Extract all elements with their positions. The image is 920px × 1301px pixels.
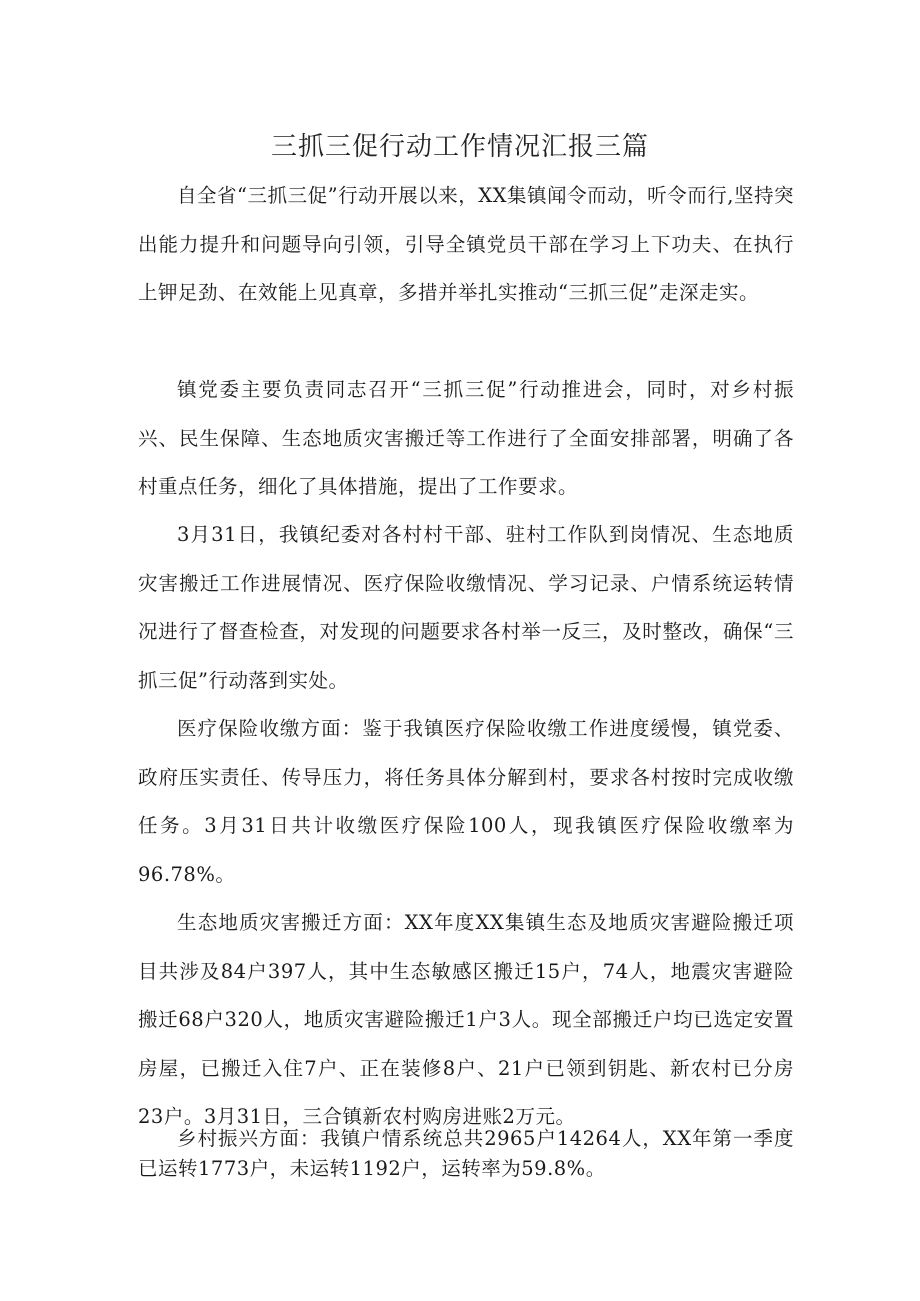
paragraph-medical-insurance: 医疗保险收缴方面：鉴于我镇医疗保险收缴工作进度缓慢，镇党委、政府压实责任、传导压力，将任务具体分解到村，要求各村按时完成收缴任务。3月31日共计收缴医疗保险100人，现我镇医疗保险收缴率为96.78%。 [138,717,794,886]
paragraph-rural-revitalization: 乡村振兴方面：我镇户情系统总共2965户14264人，XX年第一季度已运转1773户，未运转1192户，运转率为59.8%。 [138,1127,794,1180]
paragraph-meeting: 镇党委主要负责同志召开“三抓三促”行动推进会，同时，对乡村振兴、民生保障、生态地质灾害搬迁等工作进行了全面安排部署，明确了各村重点任务，细化了具体措施，提出了工作要求。 [138,378,794,498]
paragraph-relocation: 生态地质灾害搬迁方面：XX年度XX集镇生态及地质灾害避险搬迁项目共涉及84户397人，其中生态敏感区搬迁15户，74人，地震灾害避险搬迁68户320人，地质灾害避险搬迁1户3人。现全部搬迁户均已选定安置房屋，已搬迁入住7户、正在装修8户、21户已领到钥匙、新农村已分房23户。3月31日，三合镇新农村购房进账2万元。 [138,911,794,1128]
paragraph-inspection: 3月31日，我镇纪委对各村村干部、驻村工作队到岗情况、生态地质灾害搬迁工作进展情况、医疗保险收缴情况、学习记录、户情系统运转情况进行了督查检查，对发现的问题要求各村举一反三，及时整改，确保“三抓三促”行动落到实处。 [138,523,794,692]
document-title: 三抓三促行动工作情况汇报三篇 [270,132,649,162]
paragraph-intro: 自全省“三抓三促”行动开展以来，XX集镇闻令而动，听令而行,坚持突出能力提升和问题导向引领，引导全镇党员干部在学习上下功夫、在执行上钾足劲、在效能上见真章，多措并举扎实推动“三抓三促”走深走实。 [138,184,794,304]
